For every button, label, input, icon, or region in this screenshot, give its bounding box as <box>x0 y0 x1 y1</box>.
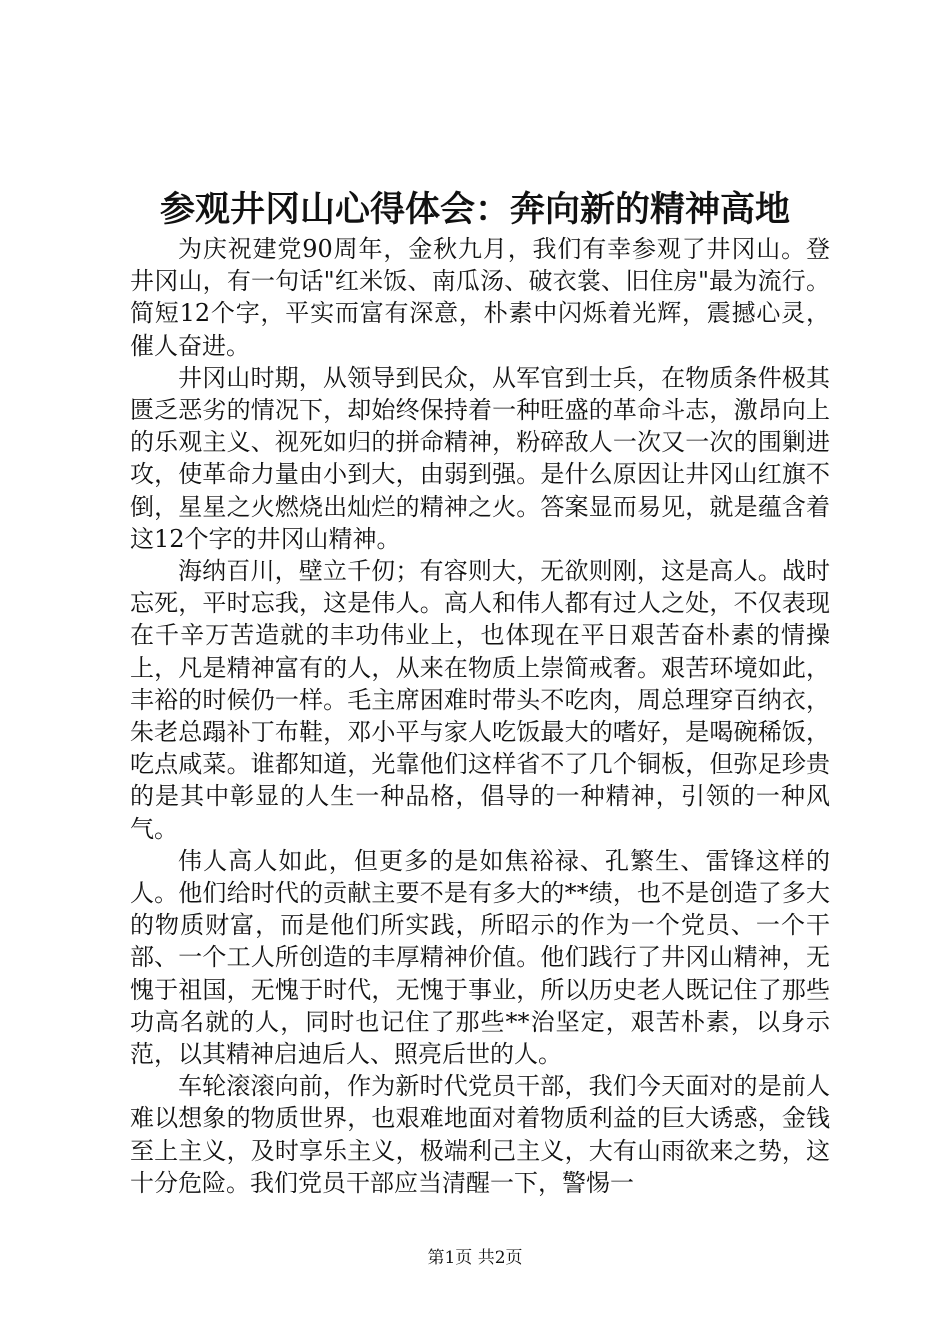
paragraph-1: 为庆祝建党90周年，金秋九月，我们有幸参观了井冈山。登井冈山，有一句话"红米饭、南瓜汤、破衣裳、旧住房"最为流行。简短12个字，平实而富有深意，朴素中闪烁着光辉，震撼心灵，催人奋进。 <box>130 235 830 360</box>
paragraph-5: 车轮滚滚向前，作为新时代党员干部，我们今天面对的是前人难以想象的物质世界，也艰难地面对着物质利益的巨大诱惑，金钱至上主义，及时享乐主义，极端利己主义，大有山雨欲来之势，这十分危险。我们党员干部应当清醒一下，警惕一 <box>130 1072 830 1197</box>
document-title: 参观井冈山心得体会：奔向新的精神高地 <box>159 189 790 230</box>
paragraph-4: 伟人高人如此，但更多的是如焦裕禄、孔繁生、雷锋这样的人。他们给时代的贡献主要不是有多大的**绩，也不是创造了多大的物质财富，而是他们所实践，所昭示的作为一个党员、一个干部、一个工人所创造的丰厚精神价值。他们践行了井冈山精神，无愧于祖国，无愧于时代，无愧于事业，所以历史老人既记住了那些功高名就的人，同时也记住了那些**治坚定，艰苦朴素，以身示范，以其精神启迪后人、照亮后世的人。 <box>130 846 830 1069</box>
page-footer: 第1页 共2页 <box>427 1248 523 1268</box>
paragraph-3: 海纳百川，壁立千仞；有容则大，无欲则刚，这是高人。战时忘死，平时忘我，这是伟人。高人和伟人都有过人之处，不仅表现在千辛万苦造就的丰功伟业上，也体现在平日艰苦奋朴素的情操上，凡是精神富有的人，从来在物质上崇简戒奢。艰苦环境如此，丰裕的时候仍一样。毛主席困难时带头不吃肉，周总理穿百纳衣，朱老总蹋补丁布鞋，邓小平与家人吃饭最大的嗜好，是喝碗稀饭，吃点咸菜。谁都知道，光靠他们这样省不了几个铜板，但弥足珍贵的是其中彰显的人生一种品格，倡导的一种精神，引领的一种风气。 <box>130 557 830 843</box>
document-body <box>130 233 830 1199</box>
paragraph-2: 井冈山时期，从领导到民众，从军官到士兵，在物质条件极其匮乏恶劣的情况下，却始终保持着一种旺盛的革命斗志，激昂向上的乐观主义、视死如归的拼命精神，粉碎敌人一次又一次的围剿进攻，使革命力量由小到大，由弱到强。是什么原因让井冈山红旗不倒，星星之火燃烧出灿烂的精神之火。答案显而易见，就是蕴含着这12个字的井冈山精神。 <box>130 363 830 553</box>
